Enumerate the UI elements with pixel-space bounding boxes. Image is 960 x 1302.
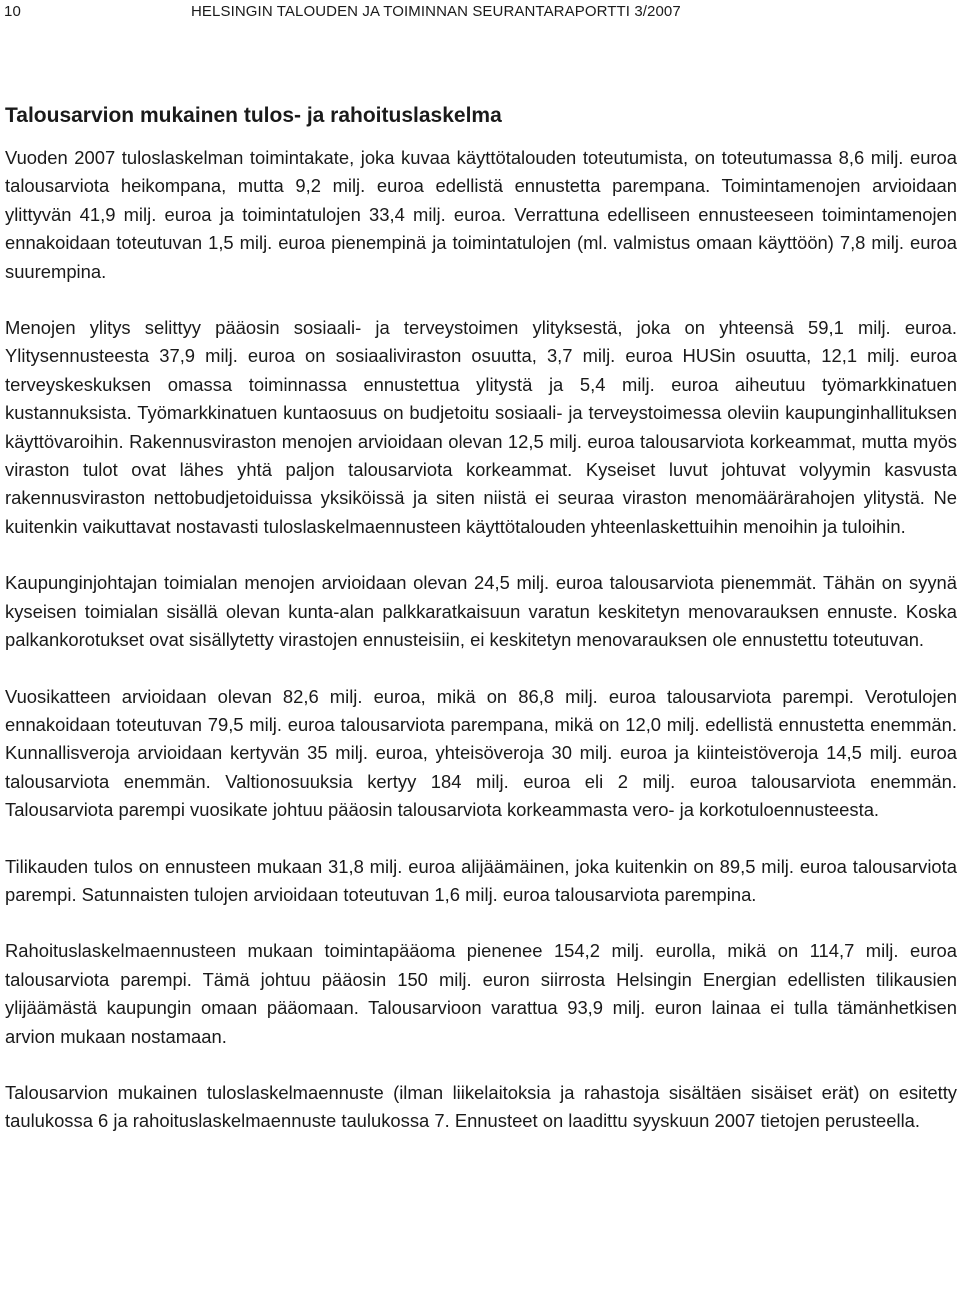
page-header xyxy=(4,2,960,26)
paragraph-annual-margin: Vuosikatteen arvioidaan olevan 82,6 milj. euroa, mikä on 86,8 milj. euroa talousarviota parempi. Verotulojen ennakoidaan toteutuvan 79,5 milj. euroa talousarviota parempana, mikä on 12,0 milj. edellistä ennustetta enemmän. Kunnallisveroja arvioidaan kertyvän 35 milj. euroa, yhteisöveroja 30 milj. euroa ja kiinteistöveroja 14,5 milj. euroa talousarviota enemmän. Valtionosuuksia kertyy 184 milj. euroa eli 2 milj. euroa talousarviota enemmän. Talousarviota parempi vuosikate johtuu pääosin talousarviota korkeammasta vero- ja korkotuloennusteesta. xyxy=(5,685,957,821)
paragraph-financing: Rahoituslaskelmaennusteen mukaan toimintapääoma pienenee 154,2 milj. eurolla, mikä on 114,7 milj. euroa talousarviota parempi. Tämä johtuu pääosin 150 milj. euron siirrosta Helsingin Energian edellisten tilikausien ylijäämästä kaupungin omaan pääomaan. Talousarvioon varattua 93,9 milj. euron lainaa ei tulla tämänhetkisen arvion mukaan nostamaan. xyxy=(5,940,957,1047)
paragraph-operating-margin: Vuoden 2007 tuloslaskelman toimintakate, joka kuvaa käyttötalouden toteutumista, on toteutumassa 8,6 milj. euroa talousarviota heikompana, mutta 9,2 milj. euroa edellistä ennustetta parempana. Toimintamenojen arvioidaan ylittyvän 41,9 milj. euroa ja toimintatulojen 33,4 milj. euroa. Verrattuna edelliseen ennusteeseen toimintamenojen ennakoidaan toteutuvan 1,5 milj. euroa pienempinä ja toimintatulojen (ml. valmistus omaan käyttöön) 7,8 milj. euroa suurempina. xyxy=(5,147,957,282)
section-title: Talousarvion mukainen tulos- ja rahoituslaskelma xyxy=(5,104,502,127)
main-content xyxy=(5,102,957,1164)
page-number: 10 xyxy=(4,3,21,20)
paragraph-expense-overrun: Menojen ylitys selittyy pääosin sosiaali- ja terveystoimen ylityksestä, joka on yhteensä 59,1 milj. euroa. Ylitysennusteesta 37,9 milj. euroa on sosiaaliviraston osuutta, 3,7 milj. euroa HUSin osuutta, 12,1 milj. euroa terveyskeskuksen omassa toiminnassa ennustettua ylitystä ja 5,4 milj. euroa aiheutuu työmarkkinatuen kustannuksista. Työmarkkinatuen kuntaosuus on budjetoitu sosiaali- ja terveystoimessa oleviin kaupunginhallituksen käyttövaroihin. Rakennusviraston menojen arvioidaan olevan 12,5 milj. euroa talousarviota korkeammat, mutta myös viraston tulot ovat lähes yhtä paljon talousarviota korkeammat. Kyseiset luvut johtuvat volyymin kasvusta rakennusviraston nettobudjetoiduissa yksiköissä ja siten niistä ei seuraa viraston menomäärärahojen ylitystä. Ne kuitenkin vaikuttavat nostavasti tuloslaskelmaennusteen käyttötalouden yhteenlaskettuihin menoihin ja tuloihin. xyxy=(5,317,957,537)
paragraph-tables-note: Talousarvion mukainen tuloslaskelmaennuste (ilman liikelaitoksia ja rahastoja sisältäen sisäiset erät) on esitetty taulukossa 6 ja rahoituslaskelmaennuste taulukossa 7. Ennusteet on laadittu syyskuun 2007 tietojen perusteella. xyxy=(5,1081,957,1132)
paragraph-mayor-sector: Kaupunginjohtajan toimialan menojen arvioidaan olevan 24,5 milj. euroa talousarviota pienemmät. Tähän on syynä kyseisen toimialan sisällä olevan kunta-alan palkkaratkaisuun varatun keskitetyn menovarauksen ennuste. Koska palkankorotukset ovat sisällytetty virastojen ennusteisiin, ei keskitetyn menovarauksen ole ennustettu toteutuvan. xyxy=(5,572,957,651)
running-title: HELSINGIN TALOUDEN JA TOIMINNAN SEURANTARAPORTTI 3/2007 xyxy=(191,3,681,20)
paragraph-fiscal-result: Tilikauden tulos on ennusteen mukaan 31,8 milj. euroa alijäämäinen, joka kuitenkin on 89,5 milj. euroa talousarviota parempi. Satunnaisten tulojen arvioidaan toteutuvan 1,6 milj. euroa talousarviota parempina. xyxy=(5,855,957,905)
